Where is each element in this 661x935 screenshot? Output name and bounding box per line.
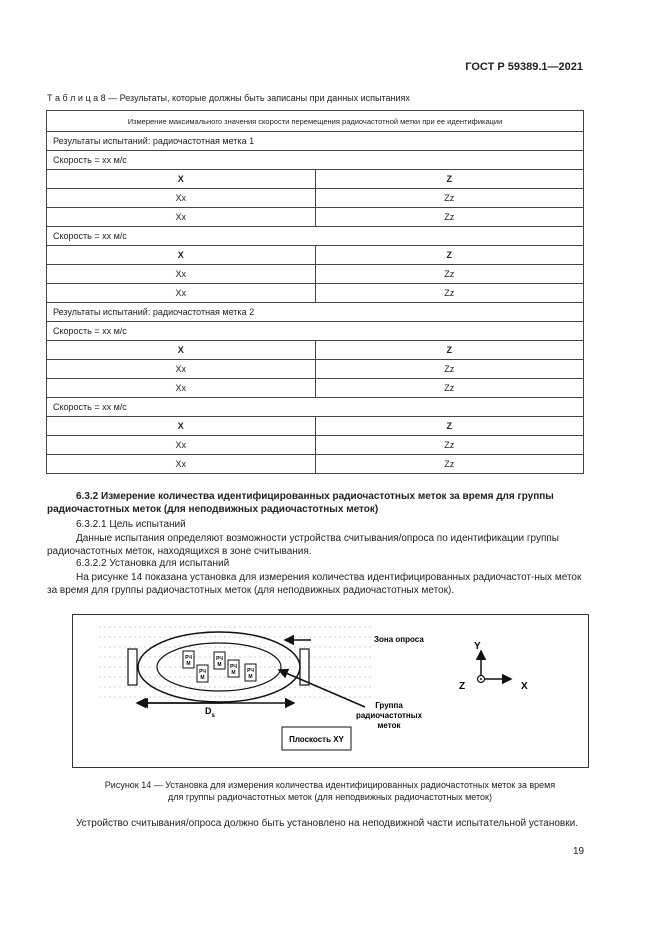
table-cell-full: Скорость = xx м/с bbox=[47, 398, 584, 417]
rfid-tag bbox=[245, 664, 256, 681]
rfid-tag bbox=[228, 660, 239, 677]
table-value-cell: Xx bbox=[47, 360, 316, 379]
table-header-cell: Z bbox=[315, 170, 584, 189]
table-value-cell: Zz bbox=[315, 189, 584, 208]
svg-text:М: М bbox=[217, 662, 222, 668]
group-label-line2: радиочастотных bbox=[355, 711, 423, 720]
document-header: ГОСТ Р 59389.1—2021 bbox=[465, 61, 583, 73]
section-6321-text: Данные испытания определяют возможности устройства считывания/опроса по идентификации группы радиочастотных меток, находящихся в зоне считывания. bbox=[47, 533, 559, 557]
svg-text:РЧ: РЧ bbox=[230, 664, 237, 670]
table-value-cell: Zz bbox=[315, 284, 584, 303]
table-value-cell: Zz bbox=[315, 455, 584, 474]
table-value-cell: Zz bbox=[315, 265, 584, 284]
section-6322-title: 6.3.2.2 Установка для испытаний bbox=[76, 558, 230, 569]
table-caption-prefix: Т а б л и ц а bbox=[47, 93, 99, 103]
svg-text:РЧ: РЧ bbox=[216, 656, 223, 662]
setup-diagram bbox=[73, 615, 588, 767]
rfid-tag bbox=[197, 665, 208, 682]
svg-text:М: М bbox=[186, 661, 191, 667]
table-row bbox=[47, 436, 584, 455]
table-row bbox=[47, 208, 584, 227]
distance-label: $D_s$ bbox=[205, 706, 215, 719]
zone-label: Зона опроса bbox=[374, 635, 424, 644]
table-header-cell: X bbox=[47, 417, 316, 436]
table-header-cell: Z bbox=[315, 417, 584, 436]
figure-14 bbox=[72, 614, 589, 768]
table-header-cell: Z bbox=[315, 341, 584, 360]
table-cell-full: Результаты испытаний: радиочастотная метка 2 bbox=[47, 303, 584, 322]
table-row bbox=[47, 189, 584, 208]
table-value-cell: Zz bbox=[315, 208, 584, 227]
axis-x-label: X bbox=[521, 681, 528, 692]
table-row bbox=[47, 417, 584, 436]
table-row bbox=[47, 151, 584, 170]
table-value-cell: Zz bbox=[315, 379, 584, 398]
axis-z-label: Z bbox=[459, 681, 466, 692]
table-row bbox=[47, 265, 584, 284]
table-row bbox=[47, 360, 584, 379]
table-row bbox=[47, 170, 584, 189]
group-label-line3: меток bbox=[377, 721, 401, 730]
svg-text:РЧ: РЧ bbox=[185, 655, 192, 661]
section-6322-text: На рисунке 14 показана установка для измерения количества идентифицированных радиочастот-ных меток за время для группы радиочастотных меток (для неподвижных радиочастотных меток). bbox=[47, 572, 582, 596]
table-value-cell: Xx bbox=[47, 455, 316, 474]
table-value-cell: Xx bbox=[47, 284, 316, 303]
table-row bbox=[47, 303, 584, 322]
group-pointer-arrow bbox=[279, 670, 365, 707]
table-header-cell: X bbox=[47, 341, 316, 360]
rfid-tag bbox=[214, 652, 225, 669]
table-top-row bbox=[47, 111, 584, 132]
table-row bbox=[47, 227, 584, 246]
coordinate-axes bbox=[459, 641, 528, 692]
figure-caption-line2: для группы радиочастотных меток (для неподвижных радиочастотных меток) bbox=[168, 792, 492, 802]
axis-y-label: Y bbox=[474, 641, 481, 652]
figure-caption-line1: Рисунок 14 — Установка для измерения количества идентифицированных радиочастотных меток за время bbox=[104, 780, 556, 790]
table-cell-full: Результаты испытаний: радиочастотная метка 1 bbox=[47, 132, 584, 151]
table-header-cell: X bbox=[47, 170, 316, 189]
table-cell-full: Скорость = xx м/с bbox=[47, 322, 584, 341]
table-row bbox=[47, 284, 584, 303]
table-row bbox=[47, 132, 584, 151]
table-top-cell: Измерение максимального значения скорости перемещения радиочастотной метки при ее идентификации bbox=[47, 111, 584, 132]
svg-text:М: М bbox=[231, 670, 236, 676]
rfid-tag bbox=[183, 651, 194, 668]
table-row bbox=[47, 398, 584, 417]
section-6321-title: 6.3.2.1 Цель испытаний bbox=[76, 519, 186, 530]
table-row bbox=[47, 322, 584, 341]
table-row bbox=[47, 246, 584, 265]
table-value-cell: Xx bbox=[47, 189, 316, 208]
figure-caption bbox=[60, 779, 600, 803]
table-value-cell: Zz bbox=[315, 360, 584, 379]
table-value-cell: Xx bbox=[47, 265, 316, 284]
table-header-cell: Z bbox=[315, 246, 584, 265]
svg-text:РЧ: РЧ bbox=[247, 668, 254, 674]
table-row bbox=[47, 341, 584, 360]
table-caption bbox=[47, 93, 410, 103]
final-paragraph: Устройство считывания/опроса должно быть установлено на неподвижной части испытательной установки. bbox=[76, 818, 578, 829]
table-header-cell: X bbox=[47, 246, 316, 265]
table-cell-full: Скорость = xx м/с bbox=[47, 151, 584, 170]
plane-xy-label: Плоскость XY bbox=[289, 735, 344, 744]
table-cell-full: Скорость = xx м/с bbox=[47, 227, 584, 246]
section-632-title: 6.3.2 Измерение количества идентифицированных радиочастотных меток за время для группы радиочастотных меток (для неподвижных радиочастотных меток) bbox=[47, 491, 554, 515]
table-value-cell: Xx bbox=[47, 436, 316, 455]
table-value-cell: Xx bbox=[47, 379, 316, 398]
svg-text:М: М bbox=[200, 675, 205, 681]
table-value-cell: Zz bbox=[315, 436, 584, 455]
table-value-cell: Xx bbox=[47, 208, 316, 227]
group-label-line1: Группа bbox=[375, 701, 403, 710]
table-caption-text: 8 — Результаты, которые должны быть записаны при данных испытаниях bbox=[100, 93, 410, 103]
results-table bbox=[46, 110, 584, 474]
svg-text:М: М bbox=[248, 674, 253, 680]
table-row bbox=[47, 455, 584, 474]
table-row bbox=[47, 379, 584, 398]
svg-text:РЧ: РЧ bbox=[199, 669, 206, 675]
page-number: 19 bbox=[573, 846, 585, 857]
reader-antenna-left bbox=[128, 649, 137, 685]
